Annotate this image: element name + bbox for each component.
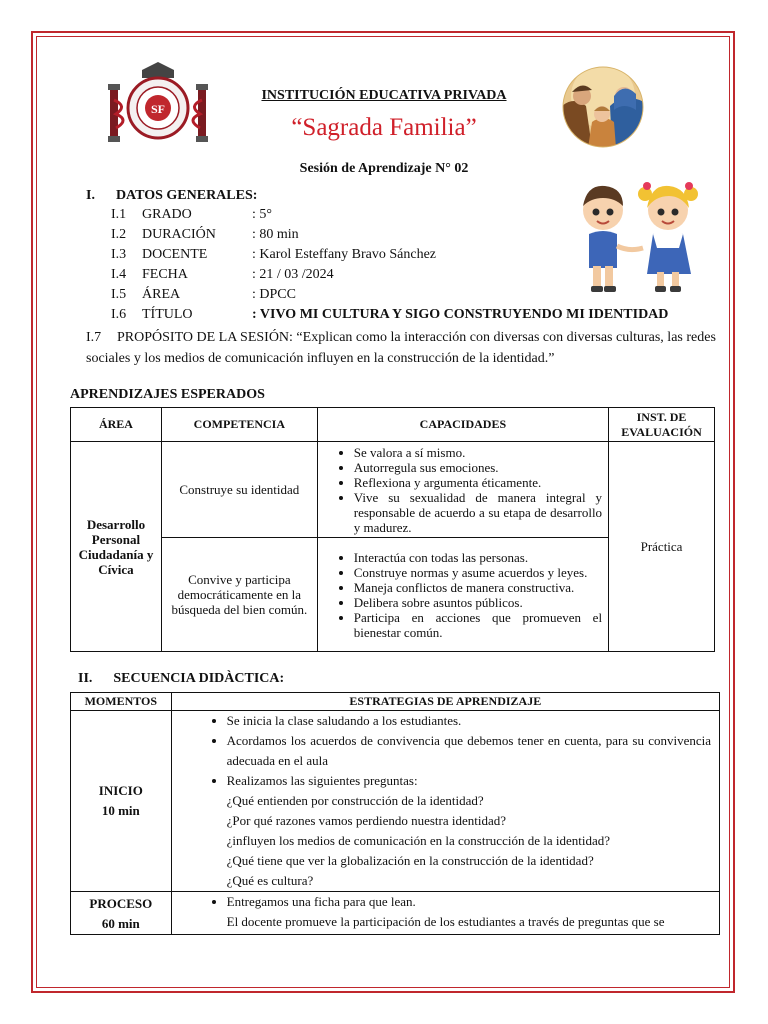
inicio-time: 10 min: [101, 803, 140, 818]
institution-name: “Sagrada Familia”: [291, 114, 477, 141]
holy-family-image: [562, 66, 644, 153]
data-row-fecha: [111, 267, 711, 287]
list-item: • Construye normas y asume acuerdos y leyes.: [354, 565, 608, 580]
question: ¿Qué entienden por construcción de la identidad?: [226, 793, 484, 808]
list-item: • Reflexiona y argumenta éticamente.: [354, 475, 608, 490]
capacidades-cell: [317, 538, 608, 652]
sequence-table: [70, 692, 720, 935]
competencia-cell: Convive y participa democráticamente en la búsqueda del bien común.: [161, 538, 317, 652]
secuencia-title: II. SECUENCIA DIDÀCTICA:: [78, 671, 285, 686]
list-item: • Autorregula sus emociones.: [354, 460, 608, 475]
row-label: DURACIÓN: [142, 227, 216, 242]
row-value: : 21 / 03 /2024: [252, 267, 334, 282]
header-momentos: MOMENTOS: [71, 693, 172, 711]
capacidades-cell: [317, 442, 608, 538]
data-row-grado: [111, 207, 711, 227]
proceso-time: 60 min: [101, 916, 140, 931]
row-label: FECHA: [142, 267, 188, 282]
table-row-inicio: [71, 711, 720, 892]
row-number: I.6: [111, 307, 127, 322]
question: ¿Qué tiene que ver la globalización en la construcción de la identidad?: [226, 853, 594, 868]
learning-table-header: [71, 408, 715, 442]
question: ¿Qué es cultura?: [226, 873, 314, 888]
row-value: : 80 min: [252, 227, 299, 242]
row-number: I.3: [111, 247, 127, 262]
logo-monogram: SF: [150, 102, 165, 116]
session-title: Sesión de Aprendizaje N° 02: [299, 161, 469, 176]
row-number: I.1: [111, 207, 127, 222]
row-number: I.2: [111, 227, 127, 242]
session-purpose: [86, 327, 720, 369]
list-item: • Realizamos las siguientes preguntas:: [227, 771, 719, 791]
inicio-label: INICIO: [98, 783, 143, 798]
inicio-cell: [71, 711, 172, 892]
data-row-duracion: [111, 227, 711, 247]
header-area: ÁREA: [71, 408, 162, 442]
data-row-docente: [111, 247, 711, 267]
purpose-number: I.7: [86, 330, 102, 345]
datos-generales-title: I. DATOS GENERALES:: [86, 188, 258, 203]
list-item: • Participa en acciones que promueven el bienestar común.: [354, 610, 608, 640]
row-label: ÁREA: [142, 287, 181, 302]
sequence-table-header: [71, 693, 720, 711]
instrumento-cell: Práctica: [609, 442, 715, 652]
proceso-label: PROCESO: [89, 896, 153, 911]
row-value: : 5°: [252, 207, 272, 222]
learning-table: [70, 407, 715, 652]
inicio-strategies: [171, 711, 719, 892]
institution-type: INSTITUCIÓN EDUCATIVA PRIVADA: [261, 88, 507, 103]
area-cell: Desarrollo Personal Ciudadanía y Cívica: [71, 442, 162, 652]
table-row: [71, 442, 715, 538]
list-item: • Interactúa con todas las personas.: [354, 550, 608, 565]
question: ¿influyen los medios de comunicación en la construcción de la identidad?: [226, 833, 610, 848]
list-item: • Maneja conflictos de manera constructiva.: [354, 580, 608, 595]
list-item: • Acordamos los acuerdos de convivencia que debemos tener en cuenta, para su convivencia adecuada en el aula: [227, 731, 719, 771]
list-item: • Entregamos una ficha para que lean.: [227, 892, 719, 912]
table-row-proceso: [71, 892, 720, 935]
aprendizajes-title: APRENDIZAJES ESPERADOS: [70, 387, 265, 402]
data-row-area: [111, 287, 711, 307]
header-competencia: COMPETENCIA: [161, 408, 317, 442]
data-row-titulo: [111, 307, 711, 327]
header-instrumento: INST. DE EVALUACIÓN: [609, 408, 715, 442]
row-value: : VIVO MI CULTURA Y SIGO CONSTRUYENDO MI IDENTIDAD: [252, 307, 669, 322]
question: ¿Por qué razones vamos perdiendo nuestra identidad?: [226, 813, 507, 828]
list-item: • Se valora a sí mismo.: [354, 445, 608, 460]
row-number: I.5: [111, 287, 127, 302]
row-value: : DPCC: [252, 287, 296, 302]
header-capacidades: CAPACIDADES: [317, 408, 608, 442]
proceso-strategies: [171, 892, 719, 935]
row-label: GRADO: [142, 207, 192, 222]
row-value: : Karol Esteffany Bravo Sánchez: [252, 247, 437, 262]
header-estrategias: ESTRATEGIAS DE APRENDIZAJE: [171, 693, 719, 711]
proceso-cell: [71, 892, 172, 935]
competencia-cell: Construye su identidad: [161, 442, 317, 538]
list-item: • Vive su sexualidad de manera integral y responsable de acuerdo a su etapa de desarrollo y madurez.: [354, 490, 608, 535]
row-label: DOCENTE: [142, 247, 208, 262]
purpose-text: PROPÓSITO DE LA SESIÓN: “Explican como la interacción con diversas con diversas culturas, las redes sociales y los medios de comunicación influyen en la construcción de la identidad.”: [86, 330, 716, 366]
row-label: TÍTULO: [142, 307, 193, 322]
list-item: • Se inicia la clase saludando a los estudiantes.: [227, 711, 719, 731]
row-number: I.4: [111, 267, 127, 282]
list-item: • Delibera sobre asuntos públicos.: [354, 595, 608, 610]
list-item: • El docente promueve la participación de los estudiantes a través de preguntas que se: [227, 912, 719, 932]
